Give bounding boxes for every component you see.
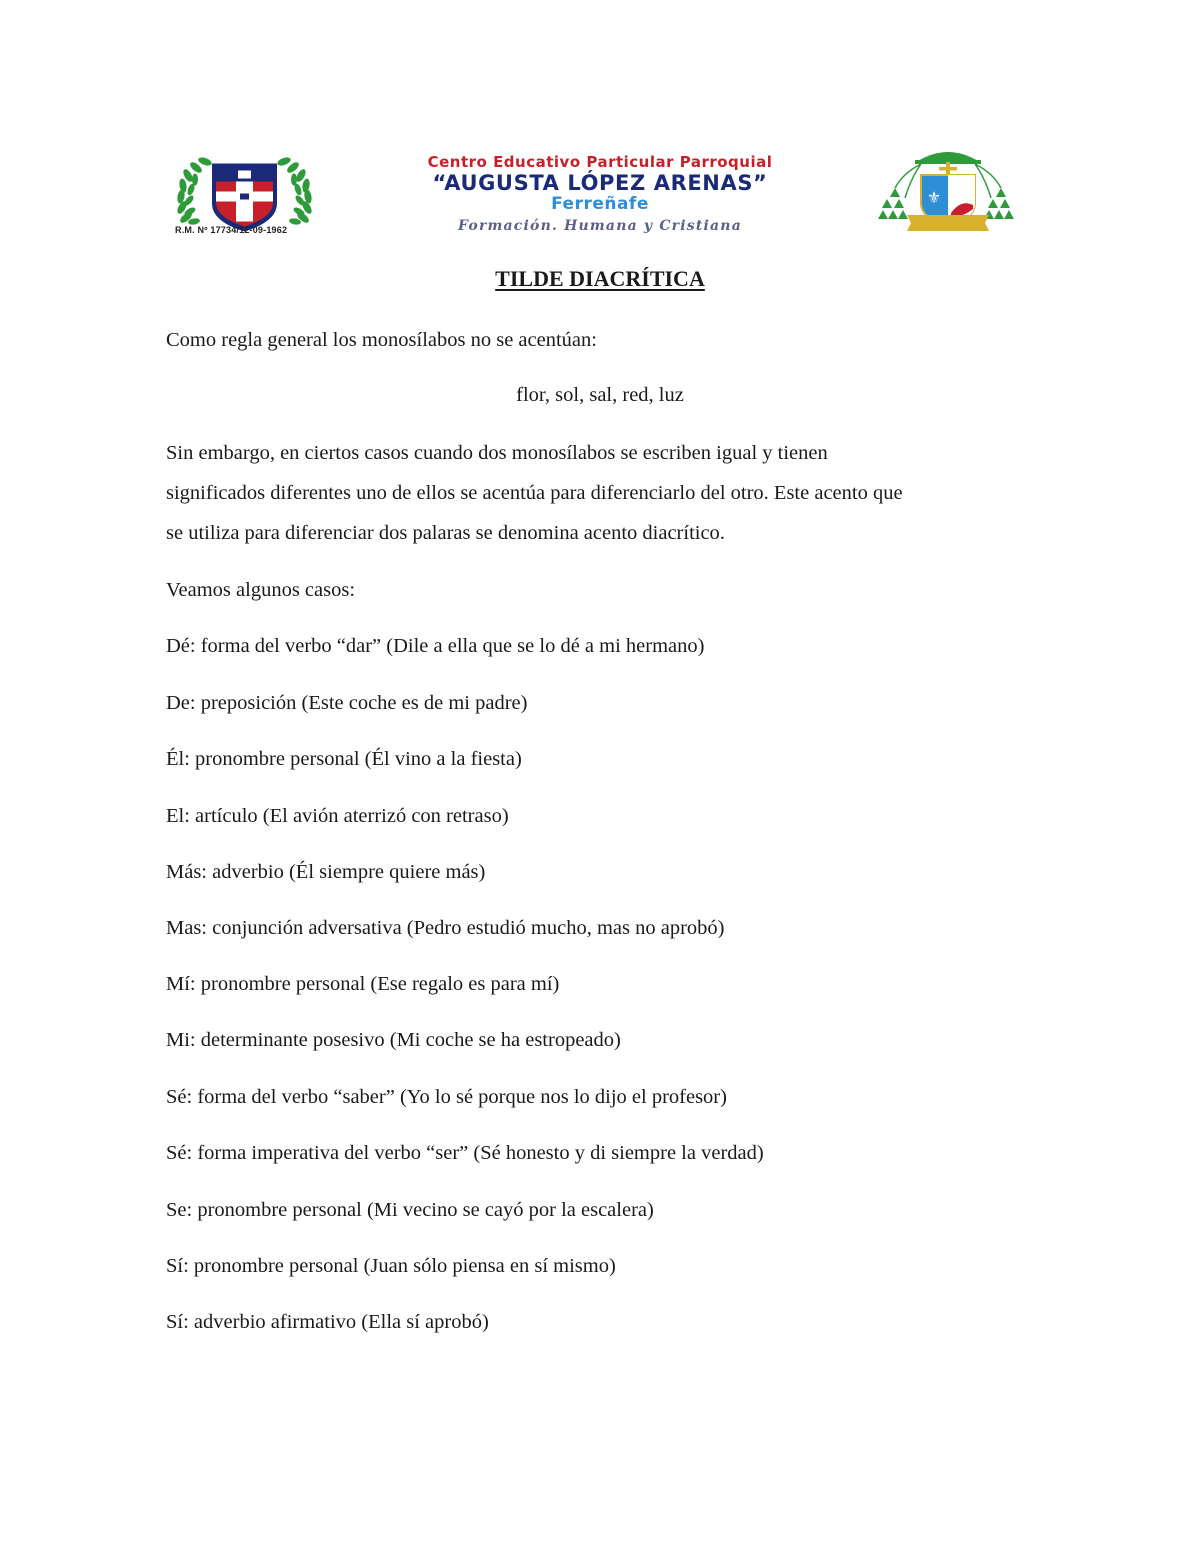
svg-text:⚜: ⚜ bbox=[926, 188, 942, 207]
case-item: Mí: pronombre personal (Ese regalo es para mí) bbox=[166, 973, 560, 995]
case-item: Sí: adverbio afirmativo (Ella sí aprobó) bbox=[166, 1311, 489, 1333]
cases-intro: Veamos algunos casos: bbox=[166, 579, 356, 601]
school-city: Ferreñafe bbox=[551, 194, 649, 214]
page-title: TILDE DIACRÍTICA bbox=[495, 266, 705, 291]
school-name: “AUGUSTA LÓPEZ ARENAS” bbox=[432, 171, 768, 195]
case-item: Sí: pronombre personal (Juan sólo piensa en sí mismo) bbox=[166, 1255, 616, 1277]
case-item: Dé: forma del verbo “dar” (Dile a ella que se lo dé a mi hermano) bbox=[166, 635, 705, 657]
case-item: Sé: forma del verbo “saber” (Yo lo sé porque nos lo dijo el profesor) bbox=[166, 1086, 727, 1108]
resolution-number: R.M. Nº 17734/12-09-1962 bbox=[175, 225, 288, 235]
examples-line: flor, sol, sal, red, luz bbox=[516, 384, 684, 406]
case-item: Mi: determinante posesivo (Mi coche se ha estropeado) bbox=[166, 1029, 621, 1051]
paragraph-line: significados diferentes uno de ellos se acentúa para diferenciarlo del otro. Este acento que bbox=[166, 482, 903, 504]
case-item: El: artículo (El avión aterrizó con retraso) bbox=[166, 805, 509, 827]
paragraph-line: Sin embargo, en ciertos casos cuando dos monosílabos se escriben igual y tienen bbox=[166, 442, 828, 464]
school-type: Centro Educativo Particular Parroquial bbox=[427, 153, 773, 171]
paragraph-line: se utiliza para diferenciar dos palaras se denomina acento diacrítico. bbox=[166, 522, 725, 544]
case-item: Mas: conjunción adversativa (Pedro estudió mucho, mas no aprobó) bbox=[166, 917, 725, 939]
explanation-paragraph bbox=[166, 433, 1036, 553]
case-item: De: preposición (Este coche es de mi padre) bbox=[166, 692, 528, 714]
school-motto: Formación. Humana y Cristiana bbox=[458, 218, 742, 234]
case-item: Más: adverbio (Él siempre quiere más) bbox=[166, 861, 486, 883]
intro-text: Como regla general los monosílabos no se acentúan: bbox=[166, 329, 597, 351]
case-item: Él: pronombre personal (Él vino a la fiesta) bbox=[166, 748, 522, 770]
case-item: Sé: forma imperativa del verbo “ser” (Sé honesto y di siempre la verdad) bbox=[166, 1142, 764, 1164]
episcopal-coat-of-arms-logo bbox=[873, 143, 1023, 235]
school-name-block bbox=[360, 152, 840, 237]
case-item: Se: pronombre personal (Mi vecino se cayó por la escalera) bbox=[166, 1199, 654, 1221]
